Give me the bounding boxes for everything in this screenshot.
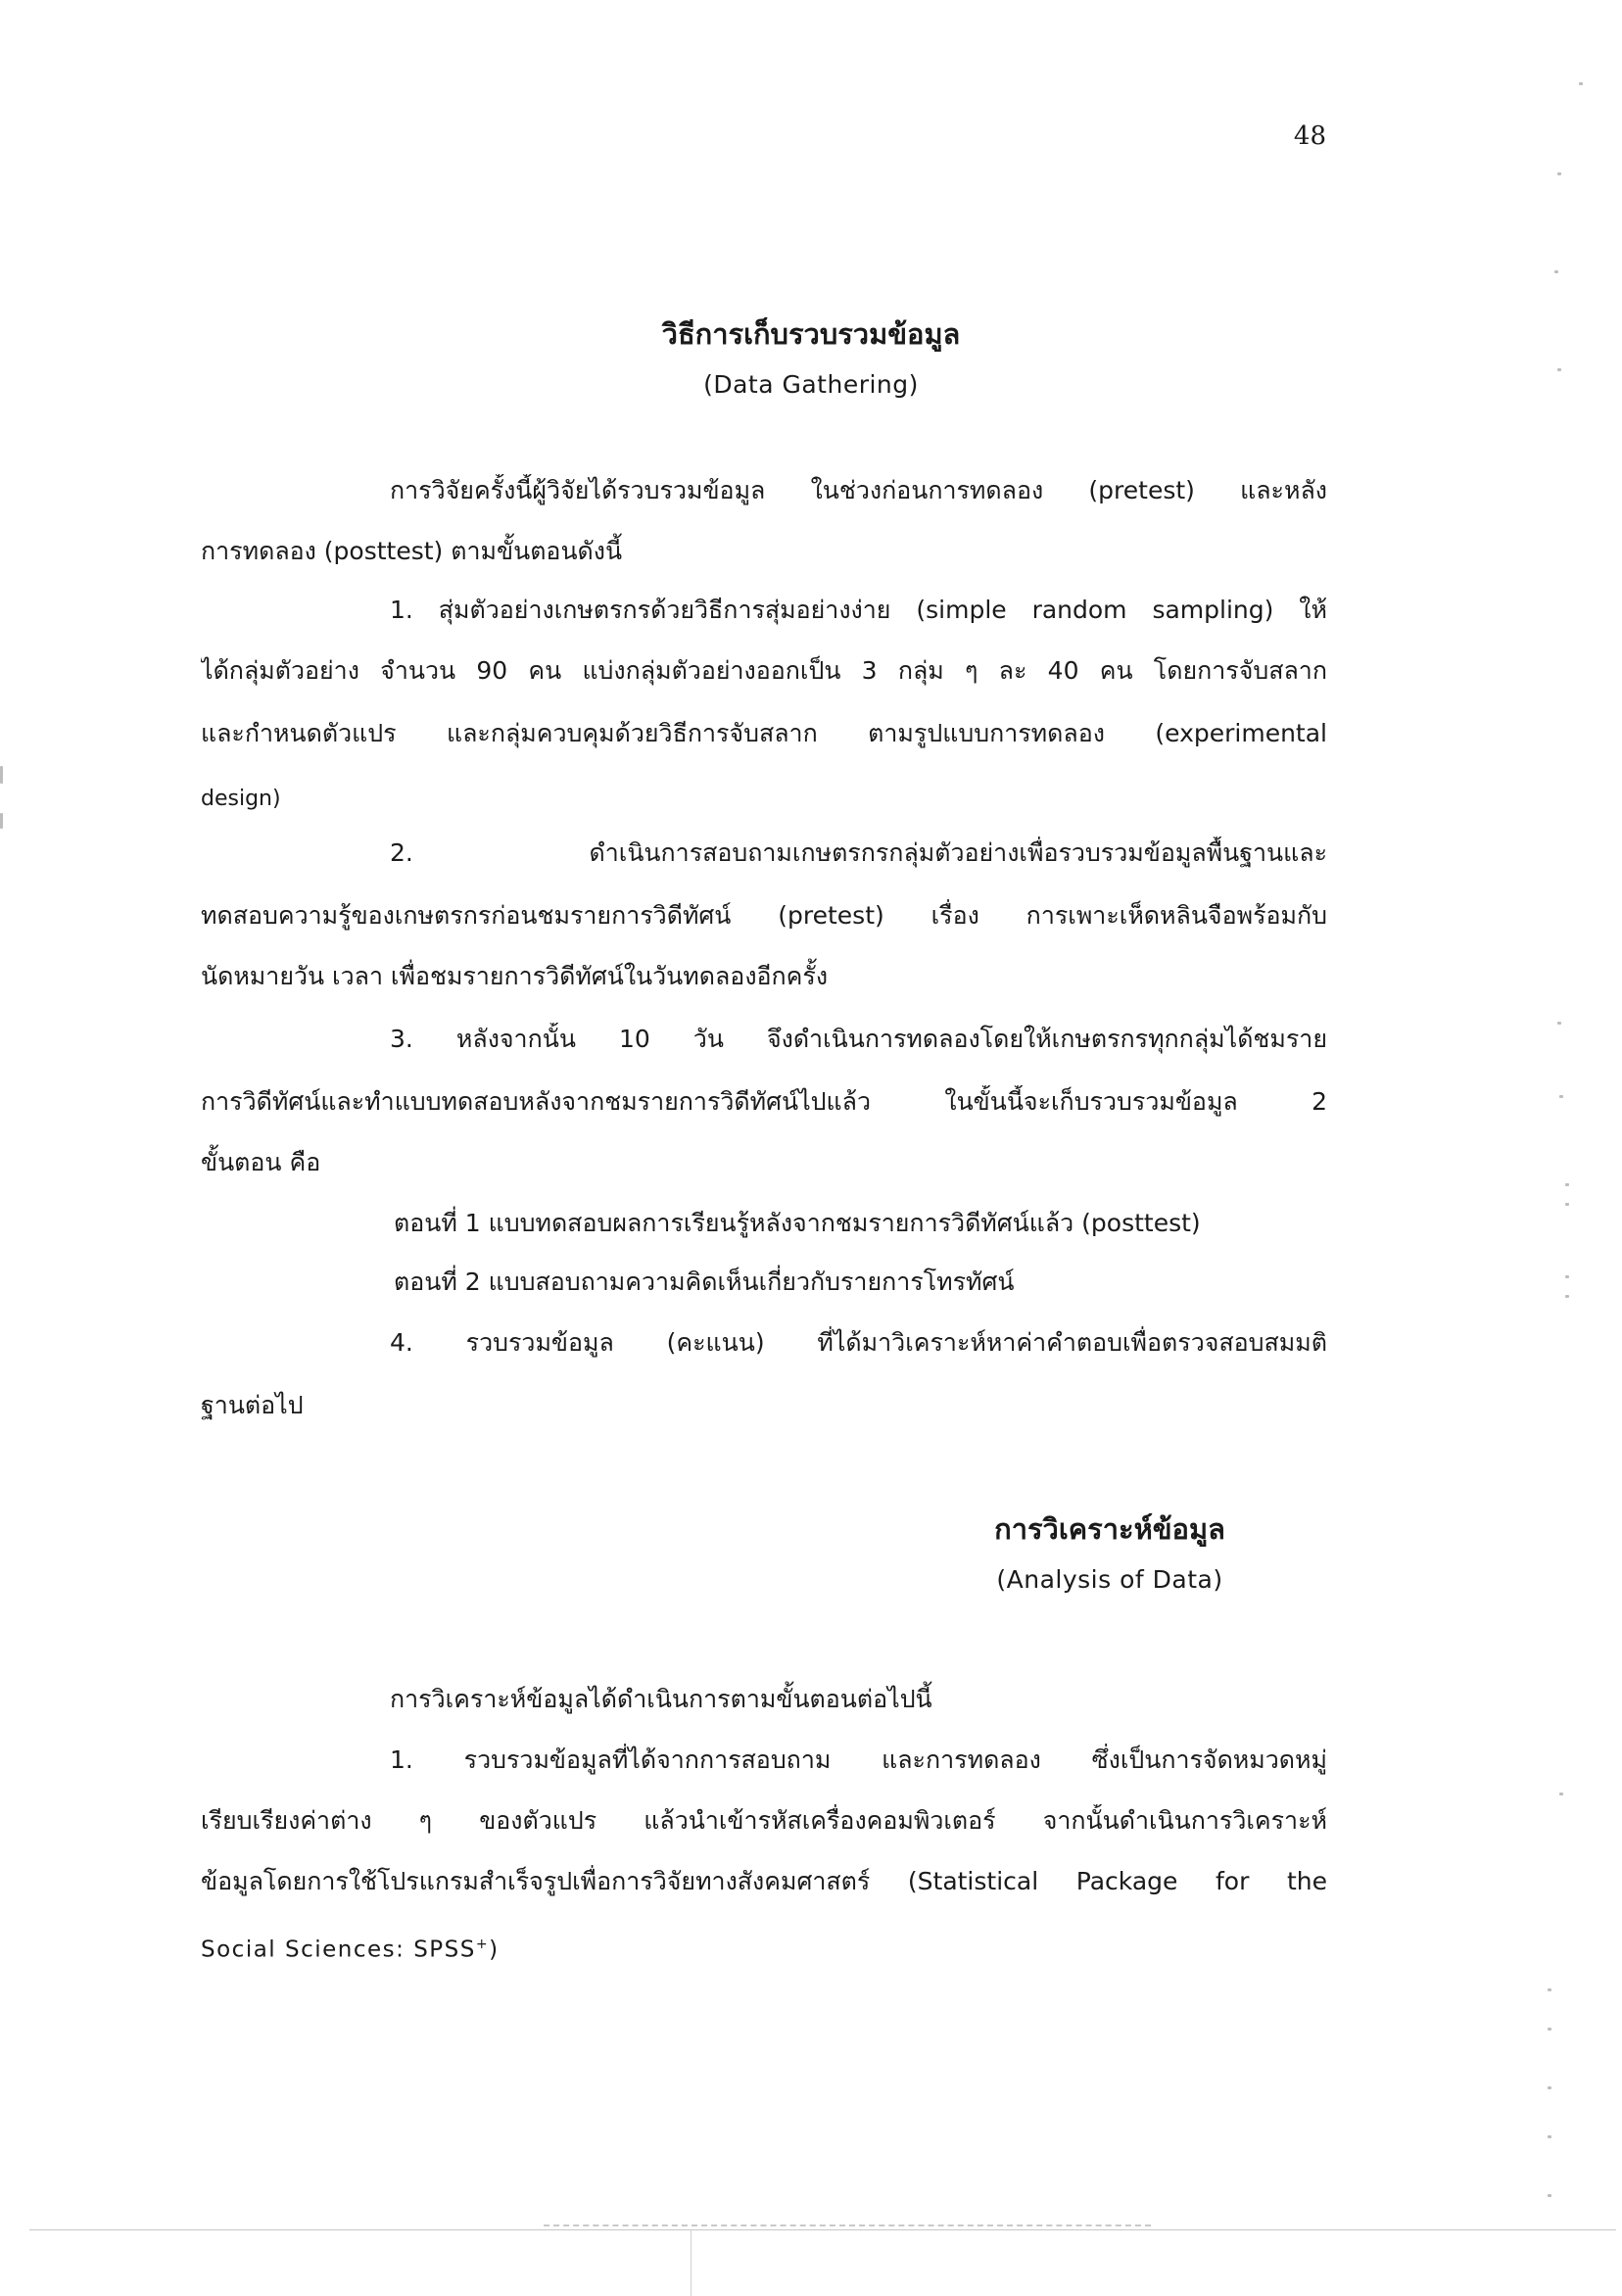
section-title-english: (Analysis of Data) <box>996 1565 1223 1594</box>
list-item-line: design) <box>201 787 281 811</box>
scan-speck <box>1565 1295 1569 1298</box>
scan-speck <box>1557 1022 1561 1025</box>
list-item-line: 1. รวบรวมข้อมูลที่ได้จากการสอบถาม และการทดลอง ซึ่งเป็นการจัดหมวดหมู่ <box>390 1746 1327 1774</box>
scan-speck <box>1565 1275 1569 1278</box>
scan-speck <box>1548 1988 1551 1991</box>
step-line: ตอนที่ 1 แบบทดสอบผลการเรียนรู้หลังจากชมรายการวิดีทัศน์แล้ว (posttest) <box>394 1209 1201 1237</box>
list-item-line: การวิดีทัศน์และทำแบบทดสอบหลังจากชมรายการวิดีทัศน์ไปแล้ว ในขั้นนี้จะเก็บรวบรวมข้อมูล 2 <box>201 1087 1327 1116</box>
scan-speck <box>1548 2086 1551 2089</box>
paragraph-line: การทดลอง (posttest) ตามขั้นตอนดังนี้ <box>201 537 623 565</box>
page-number: 48 <box>1293 121 1326 151</box>
scan-speck <box>0 813 3 829</box>
list-item-line: ฐานต่อไป <box>201 1391 304 1419</box>
paragraph-line: การวิจัยครั้งนี้ผู้วิจัยได้รวบรวมข้อมูล ในช่วงก่อนการทดลอง (pretest) และหลัง <box>390 476 1327 504</box>
closing-paren: ) <box>489 1937 500 1963</box>
list-item-line: ได้กลุ่มตัวอย่าง จำนวน 90 คน แบ่งกลุ่มตัวอย่างออกเป็น 3 กลุ่ม ๆ ละ 40 คน โดยการจับสลาก <box>201 656 1327 685</box>
list-item-line: 2. ดำเนินการสอบถามเกษตรกรกลุ่มตัวอย่างเพื่อรวบรวมข้อมูลพื้นฐานและ <box>390 838 1327 867</box>
list-item-line: 1. สุ่มตัวอย่างเกษตรกรด้วยวิธีการสุ่มอย่างง่าย (simple random sampling) ให้ <box>390 596 1327 624</box>
scan-footer-rule <box>29 2229 1616 2230</box>
step-line: ตอนที่ 2 แบบสอบถามความคิดเห็นเกี่ยวกับรายการโทรทัศน์ <box>394 1268 1015 1296</box>
section-title-thai: วิธีการเก็บรวบรวมข้อมูล <box>661 317 961 351</box>
scan-speck <box>1548 2028 1551 2031</box>
list-item-line: 4. รวบรวมข้อมูล (คะแนน) ที่ได้มาวิเคราะห์หาค่าคำตอบเพื่อตรวจสอบสมมติ <box>390 1328 1327 1357</box>
scan-speck <box>1554 270 1558 273</box>
list-item-line: ขั้นตอน คือ <box>201 1148 321 1176</box>
scan-speck <box>1559 1793 1563 1795</box>
scan-footer-dashes <box>544 2224 1151 2226</box>
superscript-plus: + <box>475 1937 490 1952</box>
list-item-line: 3. หลังจากนั้น 10 วัน จึงดำเนินการทดลองโดยให้เกษตรกรทุกกลุ่มได้ชมราย <box>390 1025 1327 1053</box>
list-item-line: ทดสอบความรู้ของเกษตรกรก่อนชมรายการวิดีทัศน์ (pretest) เรื่อง การเพาะเห็ดหลินจือพร้อมกับ <box>201 901 1327 930</box>
list-item-line: เรียบเรียงค่าต่าง ๆ ของตัวแปร แล้วนำเข้ารหัสเครื่องคอมพิวเตอร์ จากนั้นดำเนินการวิเคราะห์ <box>201 1806 1327 1835</box>
scan-speck <box>1579 82 1583 85</box>
list-item-line <box>201 1928 500 1967</box>
spss-label: Social Sciences: SPSS <box>201 1937 476 1963</box>
scan-speck <box>1548 2194 1551 2197</box>
scan-speck <box>1565 1183 1569 1186</box>
scan-speck <box>1557 368 1561 371</box>
scan-speck <box>1557 172 1561 175</box>
paragraph-line: การวิเคราะห์ข้อมูลได้ดำเนินการตามขั้นตอนต่อไปนี้ <box>390 1685 932 1713</box>
scan-speck <box>0 766 3 784</box>
scan-speck <box>1559 1095 1563 1098</box>
section-title-english: (Data Gathering) <box>703 370 919 399</box>
scan-speck <box>1548 2135 1551 2138</box>
scan-footer-tick <box>691 2229 692 2296</box>
list-item-line: ข้อมูลโดยการใช้โปรแกรมสำเร็จรูปเพื่อการวิจัยทางสังคมศาสตร์ (Statistical Package for the <box>201 1867 1327 1895</box>
list-item-line: และกำหนดตัวแปร และกลุ่มควบคุมด้วยวิธีการจับสลาก ตามรูปแบบการทดลอง (experimental <box>201 719 1327 747</box>
section-title-thai: การวิเคราะห์ข้อมูล <box>994 1512 1225 1546</box>
scan-speck <box>1565 1203 1569 1206</box>
list-item-line: นัดหมายวัน เวลา เพื่อชมรายการวิดีทัศน์ในวันทดลองอีกครั้ง <box>201 962 829 990</box>
